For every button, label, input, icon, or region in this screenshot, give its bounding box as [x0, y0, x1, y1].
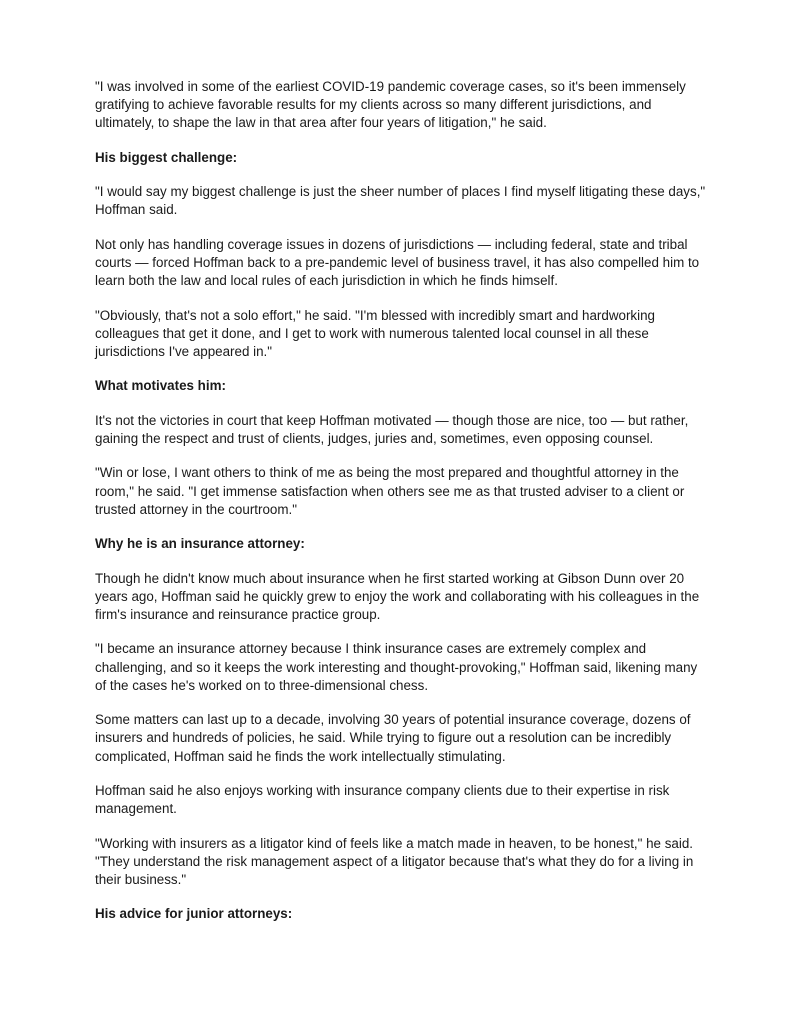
paragraph-insurance-clients: Hoffman said he also enjoys working with insurance company clients due to their expertise in risk management. — [95, 782, 670, 817]
paragraph-complex-cases: "I became an insurance attorney because I think insurance cases are extremely complex and challenging, and so it keeps the work interesting and thought-provoking," Hoffman said, likening many of the cases he's worked on to three-dimensional chess. — [95, 641, 698, 693]
paragraph-match-made: "Working with insurers as a litigator kind of feels like a match made in heaven, to be honest," he said. "They understand the risk management aspect of a litigator because that's what they do for a living in their business." — [95, 835, 694, 887]
paragraph-win-or-lose: "Win or lose, I want others to think of me as being the most prepared and thoughtful attorney in the room," he said. "I get immense satisfaction when others see me as that trusted adviser to a client or trusted attorney in the courtroom." — [95, 465, 685, 517]
section-heading-advice: His advice for junior attorneys: — [95, 906, 293, 922]
paragraph-solo-effort: "Obviously, that's not a solo effort," he said. "I'm blessed with incredibly smart and hardworking colleagues that get it done, and I get to work with numerous talented local counsel in all these jurisdictions I've appeared in." — [95, 307, 655, 359]
section-heading-insurance-attorney: Why he is an insurance attorney: — [95, 536, 305, 552]
paragraph-matters-decade: Some matters can last up to a decade, involving 30 years of potential insurance coverage, dozens of insurers and hundreds of policies, he said. While trying to figure out a resolution can be incredibly complicated, Hoffman said he finds the work intellectually stimulating. — [95, 712, 691, 764]
section-heading-motivation: What motivates him: — [95, 378, 226, 394]
paragraph-jurisdictions: Not only has handling coverage issues in dozens of jurisdictions — including federal, state and tribal courts — forced Hoffman back to a pre-pandemic level of business travel, it has also compelled him to learn both the law and local rules of each jurisdiction in which he finds himself. — [95, 236, 700, 289]
paragraph-victories: It's not the victories in court that keep Hoffman motivated — though those are nice, too — but rather, gaining the respect and trust of clients, judges, juries and, sometimes, even opposing counsel. — [95, 412, 689, 446]
document-page — [95, 78, 710, 940]
paragraph-challenge-quote: "I would say my biggest challenge is just the sheer number of places I find myself litigating these days," Hoffman said. — [95, 184, 706, 218]
section-heading-biggest-challenge: His biggest challenge: — [95, 149, 238, 165]
paragraph-gibson-dunn: Though he didn't know much about insurance when he first started working at Gibson Dunn over 20 years ago, Hoffman said he quickly grew to enjoy the work and collaborating with his colleagues in the firm's insurance and reinsurance practice group. — [95, 570, 700, 622]
paragraph-covid-cases: "I was involved in some of the earliest COVID-19 pandemic coverage cases, so it's been immensely gratifying to achieve favorable results for my clients across so many different jurisdictions, and ultimately, to shape the law in that area after four years of litigation," he said. — [95, 79, 686, 131]
